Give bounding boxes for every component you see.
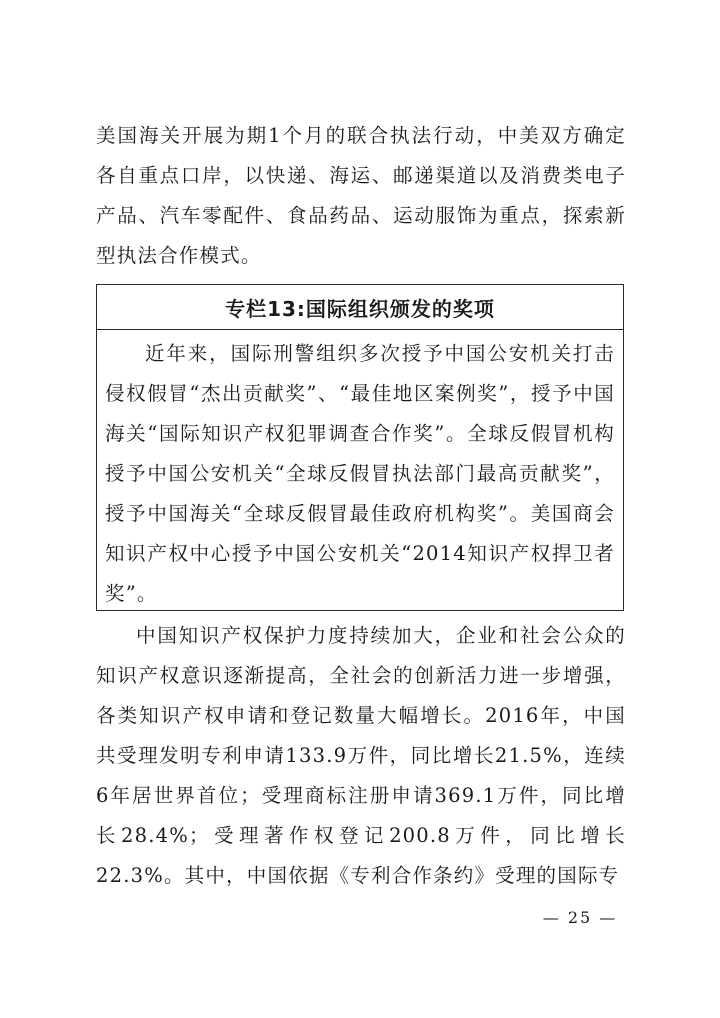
page-number: — 25 — xyxy=(542,908,618,927)
body-paragraph-top: 美国海关开展为期1个月的联合执法行动，中美双方确定各自重点口岸，以快递、海运、邮递渠道以及消费类电子产品、汽车零配件、食品药品、运动服饰为重点，探索新型执法合作模式。 xyxy=(96,124,626,267)
sidebar-box xyxy=(96,284,624,611)
sidebar-box-title: 专栏13:国际组织颁发的奖项 xyxy=(97,285,623,330)
sidebar-box-text: 近年来，国际刑警组织多次授予中国公安机关打击侵权假冒“杰出贡献奖”、“最佳地区案例奖”，授予中国海关“国际知识产权犯罪调查合作奖”。全球反假冒机构授予中国公安机关“全球反假冒执法部门最高贡献奖”，授予中国海关“全球反假冒最佳政府机构奖”。美国商会知识产权中心授予中国公安机关“2014知识产权捍卫者奖”。 xyxy=(105,342,615,605)
body-paragraph-bottom: 中国知识产权保护力度持续加大，企业和社会公众的知识产权意识逐渐提高，全社会的创新活力进一步增强，各类知识产权申请和登记数量大幅增长。2016年，中国共受理发明专利申请133.9万件，同比增长21.5%，连续6年居世界首位；受理商标注册申请369.1万件，同比增长28.4%；受理著作权登记200.8万件，同比增长22.3%。其中，中国依据《专利合作条约》受理的国际专 xyxy=(96,624,626,887)
